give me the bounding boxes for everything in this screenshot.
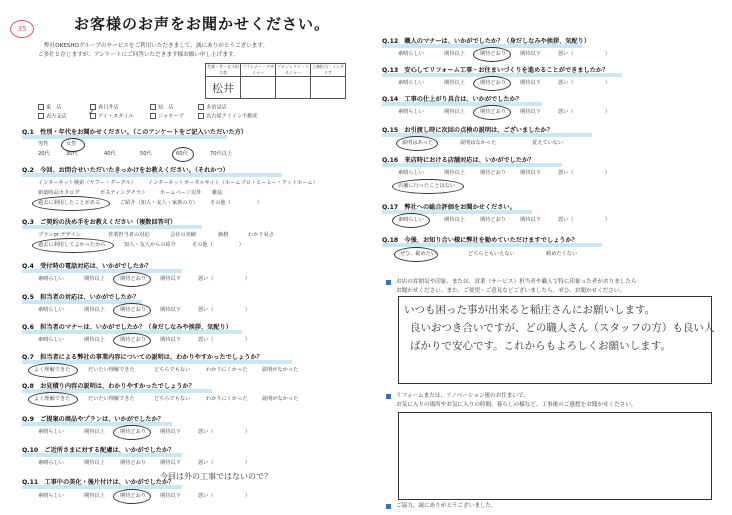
staff-header: 営業・サービス担当者 [207, 64, 239, 75]
rating-option[interactable]: 悪い（ ） [558, 51, 610, 57]
footer-thanks: ご協力、誠にありがとうございました。 [396, 503, 497, 509]
q16-label: Q.16 来店時における店舗対応は、いかがでしたか？ [382, 157, 535, 164]
q10-handwritten-note: 今回は外の工事ではないので？ [160, 472, 272, 481]
rating-option[interactable]: 期待以上 [444, 51, 465, 57]
staff-signature: 松井 [212, 81, 234, 95]
rating-option[interactable]: 期待どおり [480, 80, 506, 86]
store-option[interactable] [38, 104, 62, 111]
comment2-label: リフォームまたは、リノベーション後のお住まいで、 [396, 393, 530, 399]
answer-circle [172, 147, 194, 162]
answer-circle [392, 213, 430, 228]
answer-circle [32, 196, 110, 211]
rating-option[interactable]: 素晴らしい [398, 217, 424, 223]
answer-circle [473, 76, 511, 91]
q12-label: Q.12 職人のマナーは、いかがでしたか？（身だしなみや挨拶、気配り） [382, 38, 591, 45]
q1-gender-male[interactable]: 男性 [38, 141, 49, 147]
q18-option[interactable]: どちらともいえない [468, 251, 515, 257]
q18-option[interactable]: ぜひ、勧めたい [400, 251, 437, 257]
understand-option[interactable]: だいたい理解できた [88, 367, 135, 373]
understand-option[interactable]: わかりにくかった [206, 396, 248, 402]
page-title: お客様のお声をお聞かせください。 [74, 15, 331, 33]
staff-header: プロジェクト・マネジャー [277, 64, 309, 75]
comment1-label-2: お聞かせください。また、ご要望・ご意見などございましたら、ぜひ、お聞かせください。 [396, 288, 626, 294]
rating-option[interactable]: 悪い（ ） [558, 80, 610, 86]
rating-option[interactable]: 期待以上 [84, 276, 105, 282]
rating-option[interactable]: 素晴らしい [38, 307, 64, 313]
rating-option[interactable]: 悪い（ ） [198, 493, 250, 499]
rating-option[interactable]: 悪い（ ） [558, 109, 610, 115]
rating-option[interactable]: 期待以上 [84, 460, 105, 466]
rating-option[interactable]: 期待以下 [160, 460, 181, 466]
intro-line-1: 弊社OKESHOグループのサービスをご利用いただきまして、誠にありがとうございます。 [44, 43, 269, 49]
rating-option[interactable]: 悪い（ ） [198, 307, 250, 313]
rating-option[interactable]: 期待以下 [160, 493, 181, 499]
answer-circle [113, 303, 151, 318]
q18-option[interactable]: 勧めたくない [546, 251, 578, 257]
rating-option[interactable]: 期待以下 [520, 80, 541, 86]
q3-option[interactable]: プランor デザイン [38, 232, 81, 238]
q8-label: Q.8 お見積り内容の説明は、わかりやすかったでしょうか？ [22, 383, 195, 390]
rating-option[interactable]: 期待以下 [160, 429, 181, 435]
rating-option[interactable]: 期待以下 [160, 307, 181, 313]
page-number: 35 [17, 25, 27, 33]
q3-option[interactable]: 会社の実績 [170, 232, 196, 238]
q3-option[interactable]: 価格 [218, 232, 229, 238]
rating-option[interactable]: 素晴らしい [38, 429, 64, 435]
q16-extra-option[interactable]: 店舗に行ったことはない [398, 183, 456, 189]
q2-option[interactable]: インターネット検索（ヤフー・グーグル） [38, 180, 136, 186]
rating-option[interactable]: 期待どおり [120, 460, 146, 466]
rating-option[interactable]: 素晴らしい [38, 460, 64, 466]
q2-option[interactable]: その他（ ） [210, 200, 262, 206]
answer-circle [113, 272, 151, 287]
rating-option[interactable]: 悪い（ ） [198, 337, 250, 343]
rating-option[interactable]: 悪い（ ） [558, 170, 610, 176]
store-option[interactable] [198, 113, 258, 120]
understand-option[interactable]: だいたい理解できた [88, 396, 135, 402]
comment2-box[interactable] [398, 412, 712, 500]
store-label: 知 店 [158, 104, 174, 111]
q10-label: Q.10 ご近所さまに対する配慮は、いかがでしたか？ [22, 447, 175, 454]
rating-option[interactable]: 期待以上 [84, 493, 105, 499]
store-label: 東 店 [46, 104, 62, 111]
staff-cell [276, 77, 311, 99]
q1-age[interactable]: 60代 [176, 151, 188, 157]
comment1-line: ばかりで安心です。これからもよろしくお願いします。 [410, 340, 671, 352]
staff-header: 工務担当・インテリア [312, 64, 344, 75]
rating-option[interactable]: 素晴らしい [398, 170, 424, 176]
q11-label: Q.11 工事中の美化・後片付けは、いかがでしたか？ [22, 479, 175, 486]
rating-option[interactable]: 期待どおり [480, 217, 506, 223]
q3-option[interactable]: わかり易さ [248, 232, 274, 238]
rating-option[interactable]: 期待どおり [120, 307, 146, 313]
rating-option[interactable]: 悪い（ ） [198, 429, 250, 435]
rating-option[interactable]: 素晴らしい [38, 493, 64, 499]
store-label: 春日井店 [98, 104, 119, 111]
rating-option[interactable]: 素晴らしい [398, 80, 424, 86]
q5-label: Q.5 担当者の対応は、いかがでしたか？ [22, 294, 140, 301]
q14-label: Q.14 工事の仕上がり具合は、いかがでしたか？ [382, 96, 522, 103]
understand-option[interactable]: どちらでもない [154, 396, 191, 402]
rating-option[interactable]: 期待以上 [444, 170, 465, 176]
rating-option[interactable]: 期待以下 [520, 217, 541, 223]
q15-label: Q.15 お引渡し時に次回の点検の説明は、ございましたか？ [382, 127, 553, 134]
comment2-label-2: お気に入りの場所やお気に入りの時間、暮らしの様など、工事後のご感想をお聞かせください。 [396, 402, 637, 408]
q3-option[interactable]: 営業担当者の対応 [108, 232, 150, 238]
q2-option[interactable]: ポスティングチラシ [100, 190, 147, 196]
rating-option[interactable]: 期待以上 [444, 109, 465, 115]
rating-option[interactable]: 期待以上 [444, 217, 465, 223]
rating-option[interactable]: 期待どおり [480, 170, 506, 176]
q4-label: Q.4 受付時の電話対応は、いかがでしたか？ [22, 263, 152, 270]
comment1-line: いつも困った事が出来ると稲庄さんにお願いします。 [404, 304, 656, 316]
q1-age[interactable]: 70代以上 [210, 151, 233, 157]
answer-circle [392, 179, 464, 194]
q2-label: Q.2 今回、お問合せいただいたきっかけをお教えください。（それかつ） [22, 167, 229, 174]
page-badge [10, 20, 34, 38]
q1-gender-female[interactable]: 女性 [66, 141, 77, 147]
staff-signature-cell [206, 77, 241, 99]
q15-option[interactable]: 説明はなかった [460, 140, 497, 146]
rating-option[interactable]: 期待以上 [444, 80, 465, 86]
rating-option[interactable]: 期待どおり [120, 493, 146, 499]
rating-option[interactable]: 期待以上 [84, 337, 105, 343]
store-option[interactable] [150, 113, 184, 120]
answer-circle [32, 238, 114, 253]
q3-label: Q.3 ご契約の決め手をお教えください（複数回答可） [22, 219, 177, 226]
rating-option[interactable]: 期待以下 [520, 170, 541, 176]
q1-label: Q.1 性別・年代をお聞かせください。（このアンケートをご記入いただいた方） [22, 129, 248, 136]
store-label: ジャキーブ [158, 113, 184, 120]
q15-option[interactable]: 覚えていない [532, 140, 564, 146]
understand-option[interactable]: 説明がなかった [262, 396, 299, 402]
store-option[interactable] [198, 104, 227, 111]
staff-table [205, 63, 346, 99]
rating-option[interactable]: 期待以下 [520, 109, 541, 115]
q2-option[interactable]: 新築時品カタログ [38, 190, 80, 196]
store-label: 表方支店 [46, 113, 67, 120]
store-label: 名古屋アミイン不動産 [206, 113, 258, 120]
answer-circle [61, 138, 85, 152]
q3-option[interactable]: 過去に利用してよかったから [38, 242, 106, 248]
q7-label: Q.7 担当者による弊社の事業内容についての説明は、わかりやすかったでしょうか？ [22, 354, 263, 361]
rating-option[interactable]: 素晴らしい [38, 337, 64, 343]
answer-circle [113, 489, 151, 504]
q15-option[interactable]: 説明はあった [402, 140, 434, 146]
q3-option[interactable]: 知人・友人からの紹介 [124, 242, 176, 248]
q2-option[interactable]: 過去に利用したことがある [38, 200, 101, 206]
store-option[interactable] [150, 104, 174, 111]
q18-label: Q.18 今後、お知り合い様に弊社を勧めていただけますでしょうか？ [382, 237, 578, 244]
rating-option[interactable]: 素晴らしい [398, 51, 424, 57]
q1-age[interactable]: 20代 [38, 151, 50, 157]
rating-option[interactable]: 期待以上 [84, 307, 105, 313]
answer-circle [28, 363, 78, 378]
q1-age[interactable]: 30代 [66, 151, 78, 157]
rating-option[interactable]: 期待以下 [520, 51, 541, 57]
answer-circle [396, 136, 438, 151]
q3-option[interactable]: その他（ ） [192, 242, 244, 248]
understand-option[interactable]: 説明がなかった [262, 367, 299, 373]
bullet-icon [386, 394, 391, 399]
rating-option[interactable]: 期待どおり [480, 109, 506, 115]
understand-option[interactable]: わかりにくかった [206, 367, 248, 373]
q2-option[interactable]: ご紹介（知人・友人・家族の方） [120, 200, 198, 206]
answer-circle [28, 392, 78, 407]
bullet-icon [386, 504, 391, 509]
store-option[interactable] [90, 113, 134, 120]
q13-label: Q.13 安心してリフォーム工事・お住まいづくりを進めることができましたか？ [382, 67, 609, 74]
rating-option[interactable]: 期待以下 [160, 276, 181, 282]
staff-cell [311, 77, 346, 99]
check-mark-icon: ✓ [88, 108, 95, 117]
store-option[interactable] [38, 113, 67, 120]
answer-circle [473, 47, 511, 62]
rating-option[interactable]: 期待以上 [84, 429, 105, 435]
rating-option[interactable]: 期待どおり [120, 429, 146, 435]
rating-option[interactable]: 期待以下 [160, 337, 181, 343]
answer-circle [394, 247, 438, 262]
rating-option[interactable]: 悪い（ ） [558, 217, 610, 223]
understand-option[interactable]: どちらでもない [154, 367, 191, 373]
rating-option[interactable]: 期待どおり [120, 276, 146, 282]
q2-option[interactable]: ホームページ以外 [160, 190, 202, 196]
q17-label: Q.17 弊社への総合評価をお聞かせください。 [382, 204, 516, 211]
answer-circle [113, 425, 151, 440]
q6-label: Q.6 担当者のマナーは、いかがでしたか？（身だしなみや挨拶、気配り） [22, 324, 232, 331]
q2-option[interactable]: 雑誌 [212, 190, 223, 196]
comment1-label: お店の雰囲気や印象、または、営業（サービス）担当者や職人で特に印象った者がおりましたら [396, 279, 637, 285]
understand-option[interactable]: よく理解できた [34, 396, 71, 402]
rating-option[interactable]: 期待どおり [120, 337, 146, 343]
bullet-icon [386, 280, 391, 285]
understand-option[interactable]: よく理解できた [34, 367, 71, 373]
q1-age[interactable]: 50代 [140, 151, 152, 157]
rating-option[interactable]: 素晴らしい [398, 109, 424, 115]
store-label: 多治見店 [206, 104, 227, 111]
q1-age[interactable]: 40代 [104, 151, 116, 157]
answer-circle [113, 333, 151, 348]
comment1-line: 良いおつき合いですが、どの職人さん（スタッフの方）も良い人 [410, 322, 715, 334]
staff-cell [241, 77, 276, 99]
q9-label: Q.9 ご提案の商品やプランは、いかがでしたか？ [22, 416, 164, 423]
q2-option[interactable]: インターネットポータルサイト（ホームプロ・エーヒー・アットホーム） [148, 180, 318, 186]
rating-option[interactable]: 悪い（ ） [198, 460, 250, 466]
answer-circle [473, 105, 511, 120]
staff-header: プランナー・デザイナー [242, 64, 274, 75]
rating-option[interactable]: 悪い（ ） [198, 276, 250, 282]
store-label: アイ・スタイル [98, 113, 134, 120]
intro-line-2: ご多忙と存じますが、アンケートにご回答いただきます様お願い申し上げます。 [38, 52, 239, 58]
rating-option[interactable]: 期待どおり [480, 51, 506, 57]
rating-option[interactable]: 素晴らしい [38, 276, 64, 282]
